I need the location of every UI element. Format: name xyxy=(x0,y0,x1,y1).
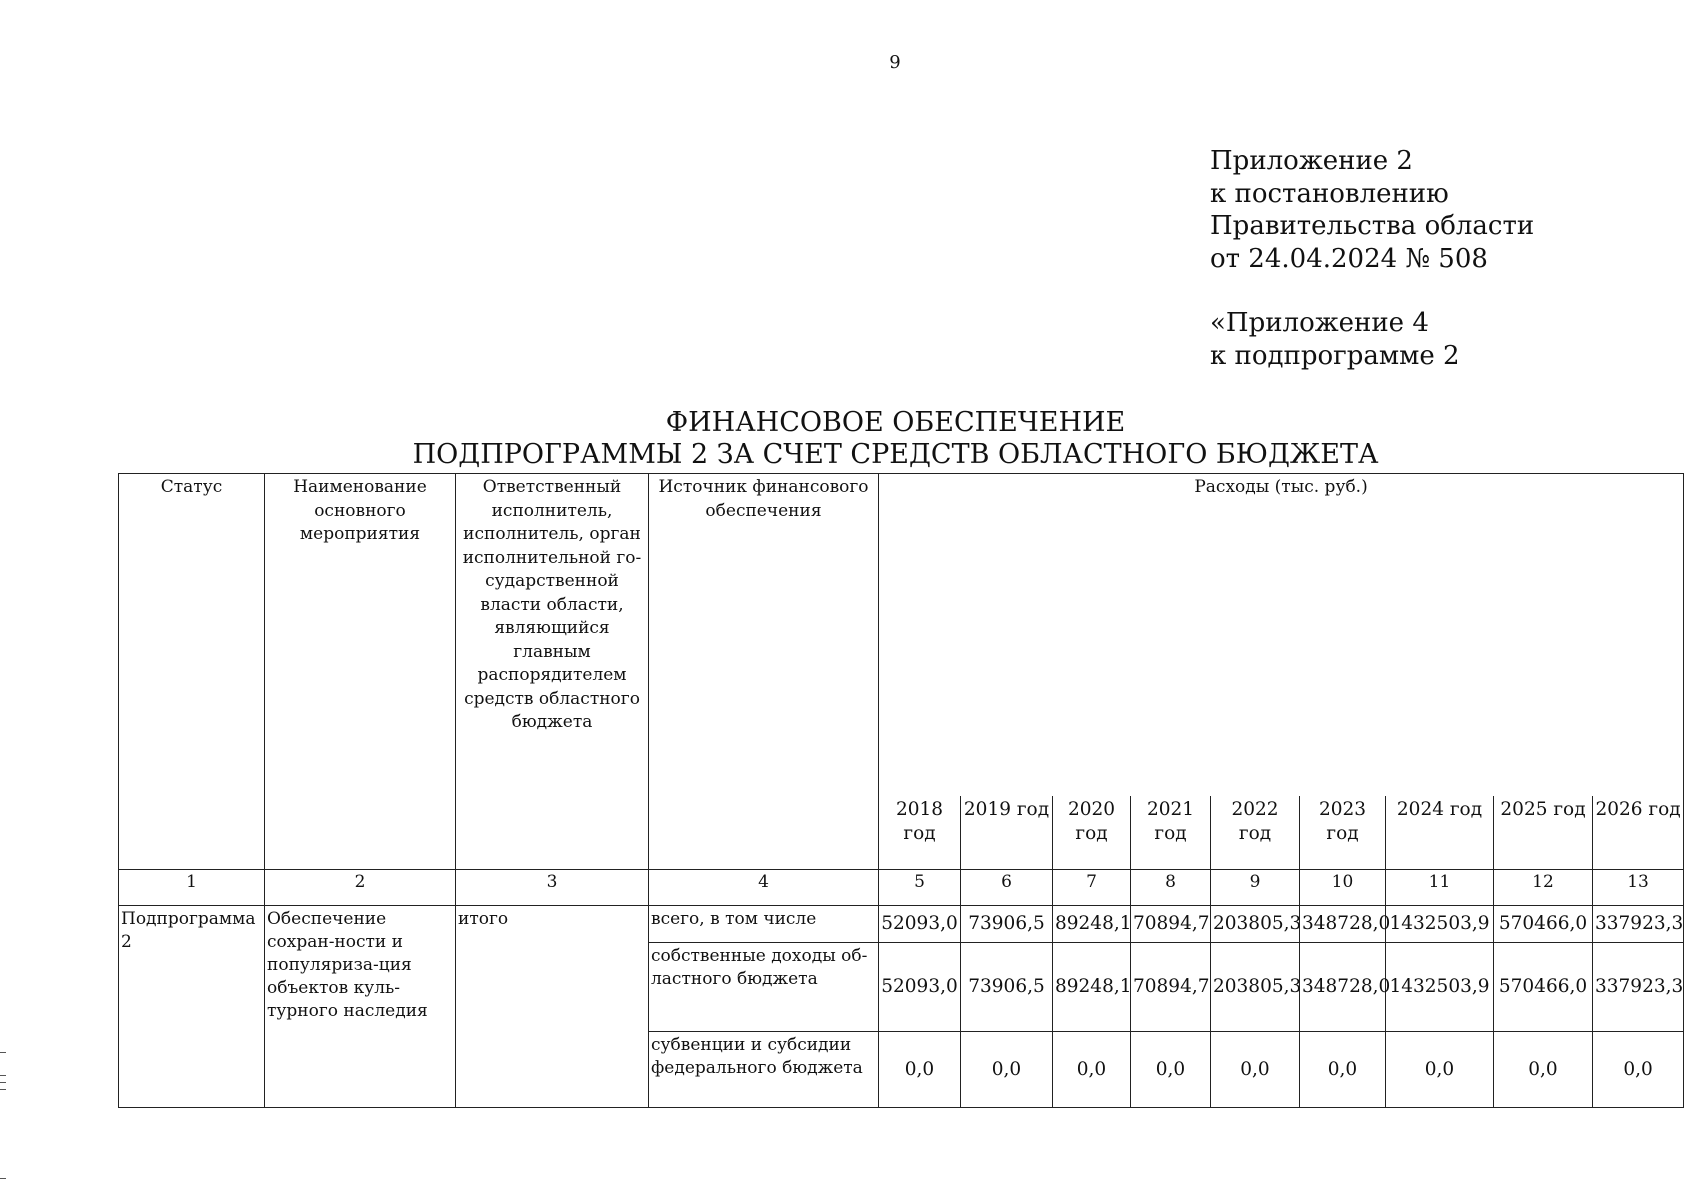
scan-margin-mark xyxy=(0,1178,6,1179)
value-cell: 570466,0 xyxy=(1494,905,1593,942)
column-number: 4 xyxy=(649,869,879,905)
annex-line: Приложение 2 xyxy=(1210,146,1413,176)
executor-cell: итого xyxy=(456,905,649,1107)
value-cell: 70894,7 xyxy=(1131,942,1211,1031)
value-cell: 70894,7 xyxy=(1131,905,1211,942)
year-cell: 2019 год xyxy=(961,796,1053,869)
year-cell: 2024 год xyxy=(1386,796,1494,869)
column-number: 10 xyxy=(1300,869,1386,905)
year-cell: 2018 год xyxy=(879,796,961,869)
value-cell: 570466,0 xyxy=(1494,942,1593,1031)
page-number: 9 xyxy=(889,52,901,73)
value-cell: 0,0 xyxy=(1593,1031,1684,1107)
column-number: 11 xyxy=(1386,869,1494,905)
year-cell: 2023 год xyxy=(1300,796,1386,869)
value-cell: 52093,0 xyxy=(879,942,961,1031)
year-cell: 2025 год xyxy=(1494,796,1593,869)
value-cell: 348728,0 xyxy=(1300,905,1386,942)
column-number: 2 xyxy=(265,869,456,905)
year-cell: 2020 год xyxy=(1053,796,1131,869)
value-cell: 203805,3 xyxy=(1211,942,1300,1031)
annex-line: Правительства области xyxy=(1210,211,1535,241)
value-cell: 348728,0 xyxy=(1300,942,1386,1031)
source-cell: собственные доходы об-ластного бюджета xyxy=(649,942,879,1031)
value-cell: 52093,0 xyxy=(879,905,961,942)
annex-line: к постановлению xyxy=(1210,178,1449,209)
year-cell: 2021 год xyxy=(1131,796,1211,869)
column-numbers-row xyxy=(119,869,1684,905)
column-number: 8 xyxy=(1131,869,1211,905)
value-cell: 0,0 xyxy=(961,1031,1053,1107)
financing-table xyxy=(118,473,1684,1108)
value-cell: 0,0 xyxy=(879,1031,961,1107)
annex-line: от 24.04.2024 № 508 xyxy=(1210,243,1488,274)
value-cell: 0,0 xyxy=(1131,1031,1211,1107)
scan-margin-mark xyxy=(0,1052,6,1053)
header-executor: Ответственный исполнитель, исполнитель, орган исполнительной го-сударственной власти области, являющийся главным распорядителем средств областного бюджета xyxy=(456,474,649,870)
title-line-1: ФИНАНСОВОЕ ОБЕСПЕЧЕНИЕ xyxy=(665,407,1126,438)
value-cell: 0,0 xyxy=(1386,1031,1494,1107)
title-line-2: ПОДПРОГРАММЫ 2 ЗА СЧЕТ СРЕДСТВ ОБЛАСТНОГО БЮДЖЕТА xyxy=(412,439,1379,470)
column-number: 12 xyxy=(1494,869,1593,905)
annex-line: «Приложение 4 xyxy=(1210,308,1429,338)
header-expenses: Расходы (тыс. руб.) xyxy=(879,474,1684,797)
column-number: 1 xyxy=(119,869,265,905)
scan-margin-mark xyxy=(0,1075,6,1076)
value-cell: 73906,5 xyxy=(961,942,1053,1031)
scan-margin-mark xyxy=(0,1089,6,1090)
value-cell: 0,0 xyxy=(1494,1031,1593,1107)
year-cell: 2026 год xyxy=(1593,796,1684,869)
column-number: 7 xyxy=(1053,869,1131,905)
annex-line: к подпрограмме 2 xyxy=(1210,340,1460,371)
value-cell: 1432503,9 xyxy=(1386,942,1494,1031)
value-cell: 203805,3 xyxy=(1211,905,1300,942)
value-cell: 89248,1 xyxy=(1053,905,1131,942)
value-cell: 73906,5 xyxy=(961,905,1053,942)
column-number: 5 xyxy=(879,869,961,905)
table-row xyxy=(119,905,1684,942)
column-number: 9 xyxy=(1211,869,1300,905)
header-row xyxy=(119,474,1684,797)
header-source: Источник финансового обеспечения xyxy=(649,474,879,870)
scan-margin-mark xyxy=(0,1082,6,1083)
value-cell: 1432503,9 xyxy=(1386,905,1494,942)
source-cell: субвенции и субсидии федерального бюджета xyxy=(649,1031,879,1107)
document-title xyxy=(118,407,1673,471)
header-status: Статус xyxy=(119,474,265,870)
value-cell: 337923,3 xyxy=(1593,942,1684,1031)
column-number: 3 xyxy=(456,869,649,905)
column-number: 13 xyxy=(1593,869,1684,905)
value-cell: 89248,1 xyxy=(1053,942,1131,1031)
annex-block xyxy=(1210,145,1534,372)
source-cell: всего, в том числе xyxy=(649,905,879,942)
value-cell: 0,0 xyxy=(1053,1031,1131,1107)
value-cell: 337923,3 xyxy=(1593,905,1684,942)
year-cell: 2022 год xyxy=(1211,796,1300,869)
value-cell: 0,0 xyxy=(1300,1031,1386,1107)
value-cell: 0,0 xyxy=(1211,1031,1300,1107)
column-number: 6 xyxy=(961,869,1053,905)
header-measure-name: Наименование основного мероприятия xyxy=(265,474,456,870)
status-cell: Подпрограмма 2 xyxy=(119,905,265,1107)
measure-cell: Обеспечение сохран-ности и популяриза-ция объектов куль-турного наследия xyxy=(265,905,456,1107)
